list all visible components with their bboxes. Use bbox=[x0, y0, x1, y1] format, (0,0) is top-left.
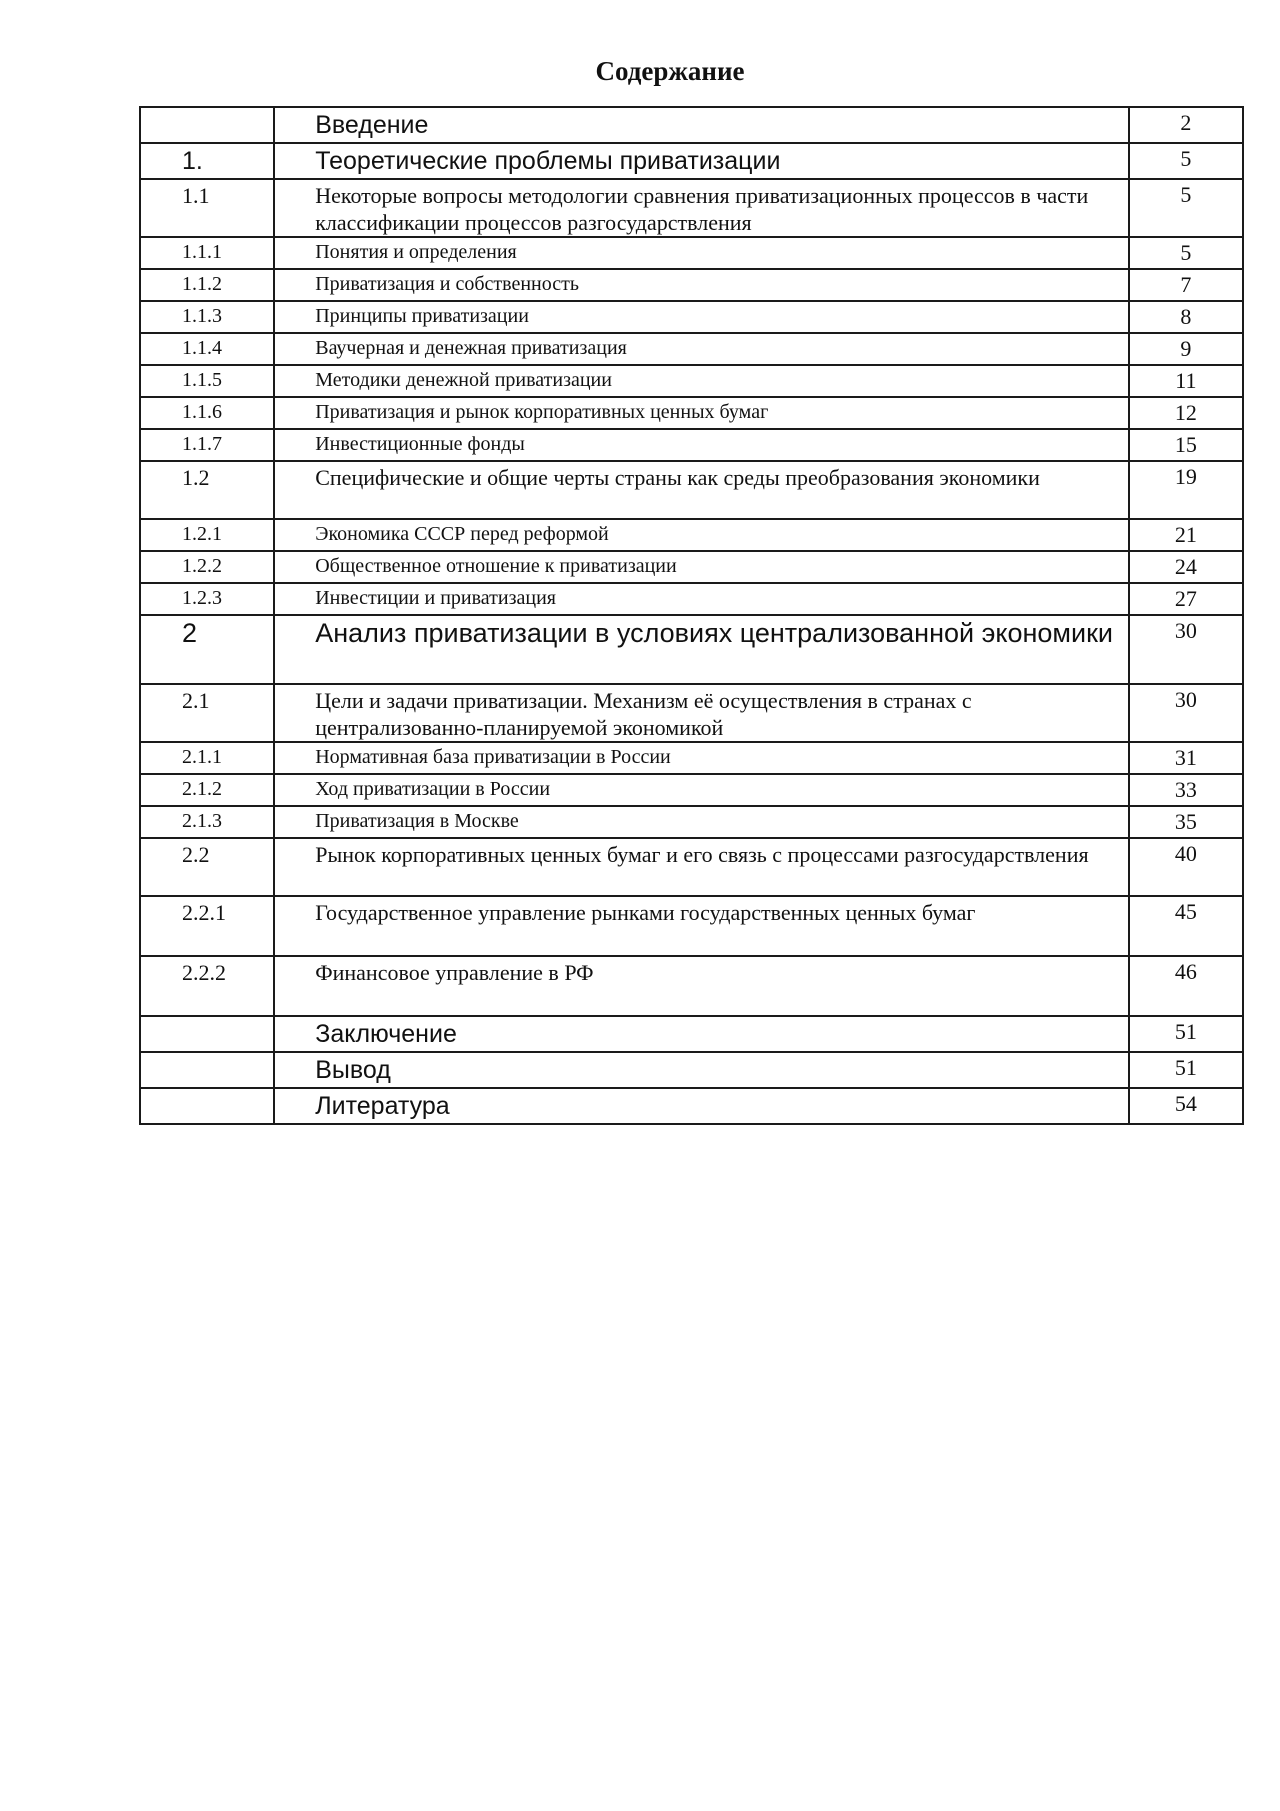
toc-row bbox=[140, 365, 1243, 397]
toc-number bbox=[140, 1088, 274, 1124]
toc-row bbox=[140, 333, 1243, 365]
toc-number: 1.1.5 bbox=[140, 365, 274, 397]
page-title: Содержание bbox=[595, 56, 745, 86]
toc-entry-title: Цели и задачи приватизации. Механизм её осуществления в странах с централизованно-планируемой экономикой bbox=[274, 684, 1129, 742]
toc-number: 1.2.1 bbox=[140, 519, 274, 551]
toc-entry-title: Рынок корпоративных ценных бумаг и его связь с процессами разгосударствления bbox=[274, 838, 1129, 896]
toc-entry-title: Принципы приватизации bbox=[274, 301, 1129, 333]
toc-row bbox=[140, 684, 1243, 742]
toc-entry-title: Анализ приватизации в условиях централизованной экономики bbox=[274, 615, 1129, 684]
toc-row bbox=[140, 774, 1243, 806]
toc-row bbox=[140, 1052, 1243, 1088]
toc-entry-title: Государственное управление рынками государственных ценных бумаг bbox=[274, 896, 1129, 956]
toc-number: 2 bbox=[140, 615, 274, 684]
toc-entry-title: Литература bbox=[274, 1088, 1129, 1124]
toc-page-number: 5 bbox=[1129, 237, 1243, 269]
toc-number: 2.1.2 bbox=[140, 774, 274, 806]
toc-entry-title: Приватизация и рынок корпоративных ценных бумаг bbox=[274, 397, 1129, 429]
toc-entry-title: Методики денежной приватизации bbox=[274, 365, 1129, 397]
toc-row bbox=[140, 301, 1243, 333]
toc-page-number: 24 bbox=[1129, 551, 1243, 583]
toc-entry-title: Ход приватизации в России bbox=[274, 774, 1129, 806]
toc-number bbox=[140, 107, 274, 143]
toc-row bbox=[140, 1088, 1243, 1124]
toc-entry-title: Инвестиционные фонды bbox=[274, 429, 1129, 461]
toc-row bbox=[140, 1016, 1243, 1052]
toc-entry-title: Общественное отношение к приватизации bbox=[274, 551, 1129, 583]
toc-page-number: 27 bbox=[1129, 583, 1243, 615]
toc-row bbox=[140, 583, 1243, 615]
toc-row bbox=[140, 143, 1243, 179]
toc-entry-title: Введение bbox=[274, 107, 1129, 143]
toc-entry-title: Вывод bbox=[274, 1052, 1129, 1088]
toc-row bbox=[140, 107, 1243, 143]
toc-entry-title: Приватизация и собственность bbox=[274, 269, 1129, 301]
toc-number bbox=[140, 1016, 274, 1052]
toc-number: 1.2 bbox=[140, 461, 274, 519]
toc-row bbox=[140, 896, 1243, 956]
toc-number: 1.1.7 bbox=[140, 429, 274, 461]
toc-page-number: 5 bbox=[1129, 179, 1243, 237]
toc-number: 1.1 bbox=[140, 179, 274, 237]
toc-page-number: 9 bbox=[1129, 333, 1243, 365]
toc-page-number: 21 bbox=[1129, 519, 1243, 551]
toc-row bbox=[140, 519, 1243, 551]
toc-page-number: 46 bbox=[1129, 956, 1243, 1016]
toc-entry-title: Понятия и определения bbox=[274, 237, 1129, 269]
toc-number: 2.2 bbox=[140, 838, 274, 896]
toc-entry-title: Приватизация в Москве bbox=[274, 806, 1129, 838]
toc-page-number: 19 bbox=[1129, 461, 1243, 519]
toc-entry-title: Заключение bbox=[274, 1016, 1129, 1052]
toc-page-number: 15 bbox=[1129, 429, 1243, 461]
toc-page-number: 8 bbox=[1129, 301, 1243, 333]
toc-row bbox=[140, 551, 1243, 583]
toc-page-number: 45 bbox=[1129, 896, 1243, 956]
toc-number: 1.1.4 bbox=[140, 333, 274, 365]
toc-row bbox=[140, 461, 1243, 519]
toc-entry-title: Нормативная база приватизации в России bbox=[274, 742, 1129, 774]
toc-page-number: 35 bbox=[1129, 806, 1243, 838]
toc-number: 1.1.6 bbox=[140, 397, 274, 429]
toc-row bbox=[140, 237, 1243, 269]
toc-row bbox=[140, 179, 1243, 237]
toc-page-number: 2 bbox=[1129, 107, 1243, 143]
toc-number: 1.2.3 bbox=[140, 583, 274, 615]
toc-page-number: 33 bbox=[1129, 774, 1243, 806]
toc-row bbox=[140, 429, 1243, 461]
toc-page-number: 54 bbox=[1129, 1088, 1243, 1124]
toc-page-number: 30 bbox=[1129, 615, 1243, 684]
toc-table bbox=[139, 106, 1244, 1125]
toc-number: 1. bbox=[140, 143, 274, 179]
toc-page-number: 30 bbox=[1129, 684, 1243, 742]
toc-row bbox=[140, 956, 1243, 1016]
toc-number: 2.1.1 bbox=[140, 742, 274, 774]
toc-page-number: 31 bbox=[1129, 742, 1243, 774]
toc-number: 1.2.2 bbox=[140, 551, 274, 583]
toc-page-number: 12 bbox=[1129, 397, 1243, 429]
toc-number: 1.1.3 bbox=[140, 301, 274, 333]
toc-page-number: 11 bbox=[1129, 365, 1243, 397]
toc-number: 2.1 bbox=[140, 684, 274, 742]
toc-entry-title: Ваучерная и денежная приватизация bbox=[274, 333, 1129, 365]
toc-row bbox=[140, 838, 1243, 896]
toc-entry-title: Инвестиции и приватизация bbox=[274, 583, 1129, 615]
toc-number: 2.1.3 bbox=[140, 806, 274, 838]
toc-number: 1.1.1 bbox=[140, 237, 274, 269]
toc-number bbox=[140, 1052, 274, 1088]
toc-page-number: 51 bbox=[1129, 1016, 1243, 1052]
toc-row bbox=[140, 806, 1243, 838]
toc-entry-title: Некоторые вопросы методологии сравнения приватизационных процессов в части классификации процессов разгосударствления bbox=[274, 179, 1129, 237]
toc-entry-title: Специфические и общие черты страны как среды преобразования экономики bbox=[274, 461, 1129, 519]
toc-entry-title: Теоретические проблемы приватизации bbox=[274, 143, 1129, 179]
toc-row bbox=[140, 742, 1243, 774]
toc-number: 1.1.2 bbox=[140, 269, 274, 301]
toc-row bbox=[140, 269, 1243, 301]
toc-page-number: 51 bbox=[1129, 1052, 1243, 1088]
toc-page-number: 7 bbox=[1129, 269, 1243, 301]
toc-row bbox=[140, 615, 1243, 684]
toc-entry-title: Экономика СССР перед реформой bbox=[274, 519, 1129, 551]
toc-row bbox=[140, 397, 1243, 429]
toc-number: 2.2.2 bbox=[140, 956, 274, 1016]
toc-number: 2.2.1 bbox=[140, 896, 274, 956]
toc-entry-title: Финансовое управление в РФ bbox=[274, 956, 1129, 1016]
toc-page-number: 40 bbox=[1129, 838, 1243, 896]
toc-page-number: 5 bbox=[1129, 143, 1243, 179]
